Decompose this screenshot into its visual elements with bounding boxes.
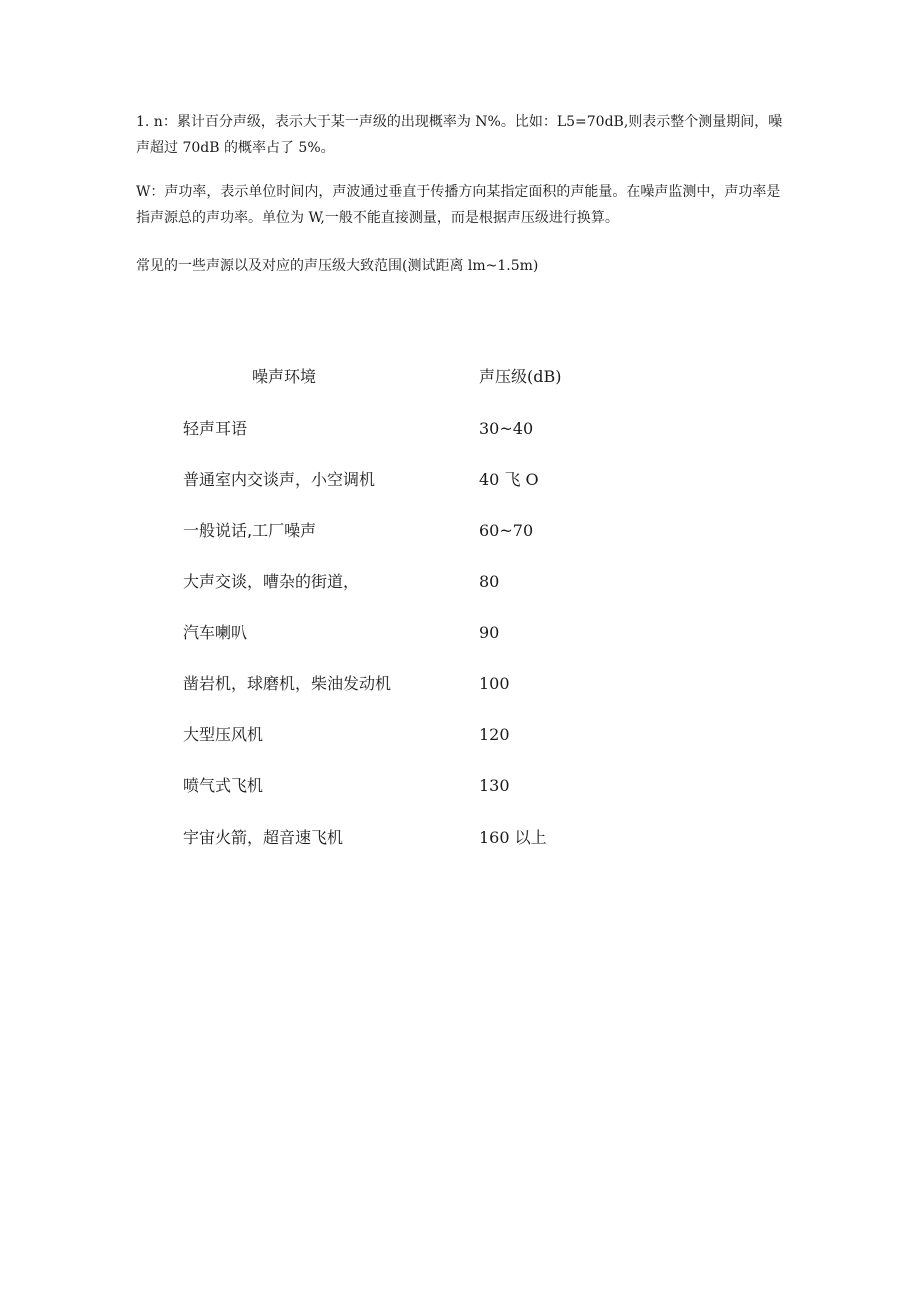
- cell-level: 90: [479, 623, 500, 642]
- cell-environment: 一般说话,工厂噪声: [183, 521, 317, 540]
- cell-environment: 大型压风机: [183, 725, 264, 744]
- cell-level: 100: [479, 674, 510, 693]
- cell-environment: 汽车喇叭: [183, 623, 248, 642]
- table-row: [0, 570, 920, 596]
- paragraph-sound-power: W：声功率，表示单位时间内，声波通过垂直于传播方向某指定面积的声能量。在噪声监测中，声功率是指声源总的声功率。单位为 W,一般不能直接测量，而是根据声压级进行换算。: [136, 184, 781, 226]
- table-row: [0, 774, 920, 800]
- cell-environment: 宇宙火箭，超音速飞机: [183, 828, 344, 847]
- header-noise-environment: 噪声环境: [252, 367, 317, 386]
- cell-level: 40 飞 O: [479, 470, 539, 489]
- table-row: [0, 723, 920, 749]
- cell-level: 160 以上: [479, 828, 547, 847]
- table-row: [0, 672, 920, 698]
- cell-level: 80: [479, 572, 500, 591]
- cell-environment: 凿岩机，球磨机，柴油发动机: [183, 674, 392, 693]
- header-sound-pressure-level: 声压级(dB): [479, 367, 562, 386]
- cell-environment: 轻声耳语: [183, 419, 248, 438]
- cell-environment: 普通室内交谈声，小空调机: [183, 470, 376, 489]
- table-row: [0, 519, 920, 545]
- cell-level: 30~40: [479, 419, 534, 438]
- cell-level: 130: [479, 776, 510, 795]
- table-row: [0, 621, 920, 647]
- paragraph-cumulative-percent-level: 1. n：累计百分声级，表示大于某一声级的出现概率为 N%。比如：L5=70dB,则表示整个测量期间，噪声超过 70dB 的概率占了 5%。: [136, 114, 783, 156]
- table-row: [0, 826, 920, 852]
- paragraph-table-intro: 常见的一些声源以及对应的声压级大致范围(测试距离 lm~1.5m): [136, 258, 539, 274]
- table-row: [0, 417, 920, 443]
- cell-environment: 大声交谈，嘈杂的街道，: [183, 572, 360, 591]
- cell-environment: 喷气式飞机: [183, 776, 264, 795]
- cell-level: 120: [479, 725, 510, 744]
- table-row: [0, 468, 920, 494]
- cell-level: 60~70: [479, 521, 534, 540]
